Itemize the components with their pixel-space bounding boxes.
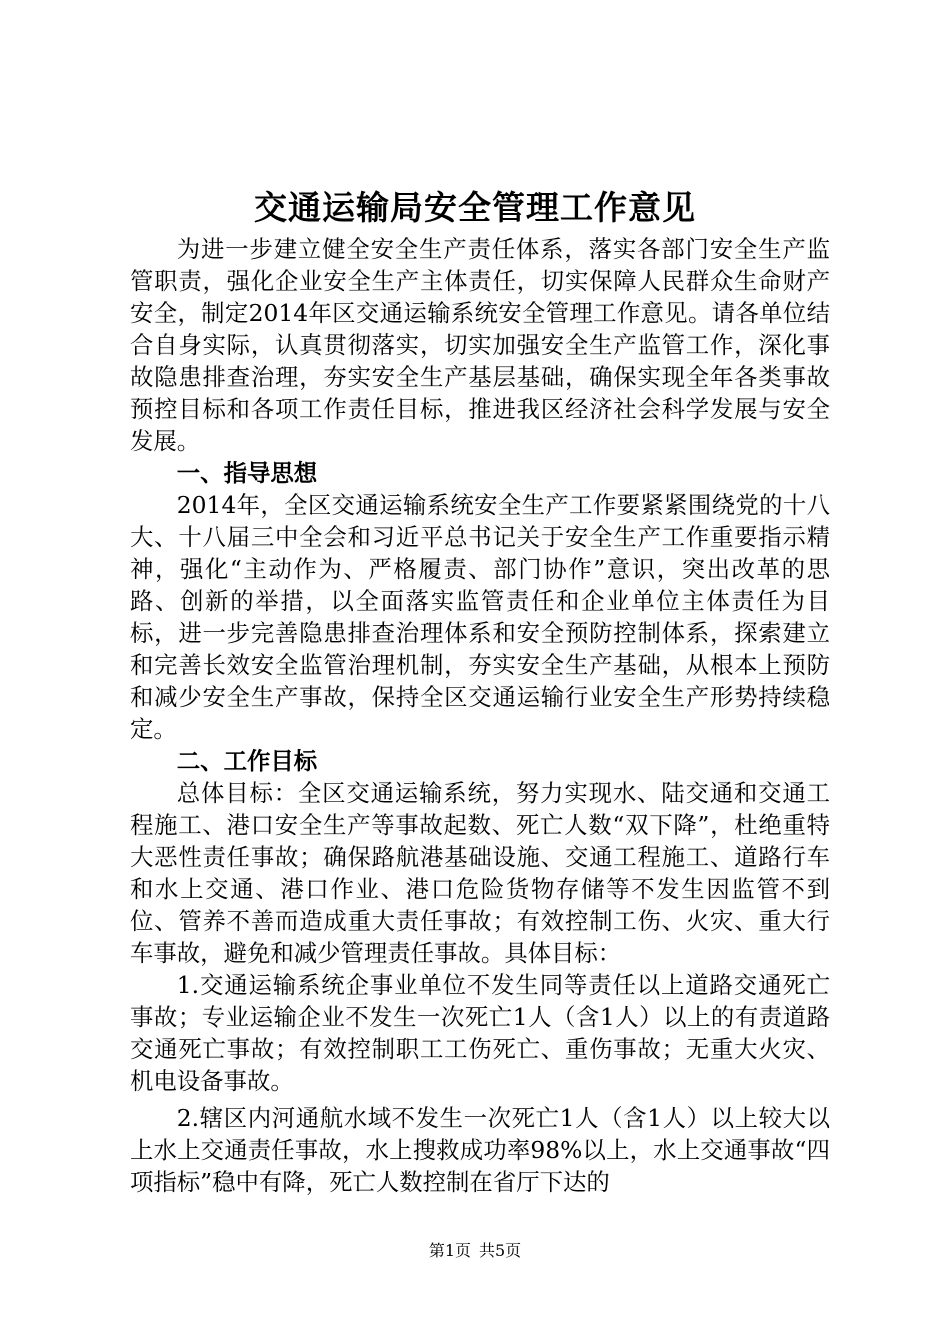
document-body xyxy=(130,233,830,1198)
page-number: 第1页 xyxy=(428,1241,471,1260)
overall-goal-paragraph: 总体目标：全区交通运输系统，努力实现水、陆交通和交通工程施工、港口安全生产等事故起数、死亡人数“双下降”，杜绝重特大恶性责任事故；确保路航港基础设施、交通工程施工、道路行车和水上交通、港口作业、港口危险货物存储等不发生因监管不到位、管养不善而造成重大责任事故；有效控制工伤、火灾、重大行车事故，避免和减少管理责任事故。具体目标： xyxy=(130,779,830,967)
section-heading-work-goals: 二、工作目标 xyxy=(176,747,318,775)
page-footer xyxy=(0,1240,950,1262)
guiding-principle-paragraph: 2014年，全区交通运输系统安全生产工作要紧紧围绕党的十八大、十八届三中全会和习近平总书记关于安全生产工作重要指示精神，强化“主动作为、严格履责、部门协作”意识，突出改革的思路、创新的举措，以全面落实监管责任和企业单位主体责任为目标，进一步完善隐患排查治理体系和安全预防控制体系，探索建立和完善长效安全监管治理机制，夯实安全生产基础，从根本上预防和减少安全生产事故，保持全区交通运输行业安全生产形势持续稳定。 xyxy=(130,491,830,743)
goal-item-2: 2.辖区内河通航水域不发生一次死亡1人（含1人）以上较大以上水上交通责任事故，水上搜救成功率98%以上，水上交通事故“四项指标”稳中有降，死亡人数控制在省厅下达的 xyxy=(130,1104,830,1196)
document-title: 交通运输局安全管理工作意见 xyxy=(254,188,696,227)
goal-item-1: 1.交通运输系统企事业单位不发生同等责任以上道路交通死亡事故；专业运输企业不发生一次死亡1人（含1人）以上的有责道路交通死亡事故；有效控制职工工伤死亡、重伤事故；无重大火灾、机电设备事故。 xyxy=(130,971,830,1095)
section-heading-guiding-principle: 一、指导思想 xyxy=(176,459,318,487)
intro-paragraph: 为进一步建立健全安全生产责任体系，落实各部门安全生产监管职责，强化企业安全生产主体责任，切实保障人民群众生命财产安全，制定2014年区交通运输系统安全管理工作意见。请各单位结合自身实际，认真贯彻落实，切实加强安全生产监管工作，深化事故隐患排查治理，夯实安全生产基层基础，确保实现全年各类事故预控目标和各项工作责任目标，推进我区经济社会科学发展与安全发展。 xyxy=(130,235,830,455)
page-total: 共5页 xyxy=(479,1241,522,1260)
